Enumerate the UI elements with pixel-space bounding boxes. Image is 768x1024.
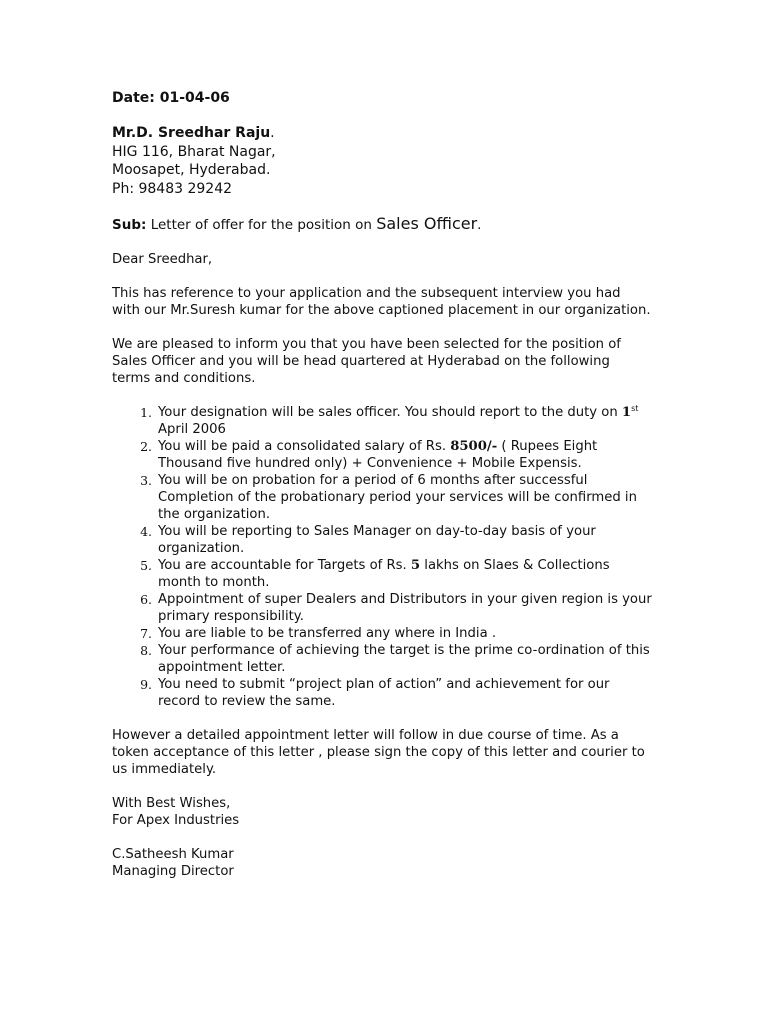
subject-line xyxy=(112,215,652,234)
term-number: 5. xyxy=(140,558,152,573)
subject-label: Sub: xyxy=(112,217,147,233)
term-item-5 xyxy=(112,557,652,591)
term-number: 1. xyxy=(140,405,152,420)
term-item-8 xyxy=(112,642,652,676)
term-text-end: lakhs on Slaes & Collections month to month. xyxy=(158,558,610,590)
term-item-2 xyxy=(112,438,652,472)
term-text: You will be paid a consolidated salary of Rs. xyxy=(158,439,451,454)
term-item-4 xyxy=(112,523,652,557)
term-number: 7. xyxy=(140,626,152,641)
term-superscript: st xyxy=(631,404,639,413)
term-bold-value: 1 xyxy=(621,405,632,420)
term-item-1 xyxy=(112,404,652,438)
recipient-address xyxy=(112,124,652,198)
paragraph-acceptance: However a detailed appointment letter will follow in due course of time. As a token acceptance of this letter , please sign the copy of this letter and courier to us immediately. xyxy=(112,728,645,777)
term-text: You will be on probation for a period of 6 months after successful Completion of the probationary period your services will be confirmed in the organization. xyxy=(158,473,637,522)
term-text: You are liable to be transferred any where in India . xyxy=(158,626,497,641)
term-number: 6. xyxy=(140,592,152,607)
subject-position: Sales Officer xyxy=(376,214,478,233)
term-number: 2. xyxy=(140,439,152,454)
closing-company: For Apex Industries xyxy=(112,813,240,828)
term-item-6 xyxy=(112,591,652,625)
subject-end: . xyxy=(477,217,482,233)
recipient-name: Mr.D. Sreedhar Raju xyxy=(112,125,271,141)
term-item-9 xyxy=(112,676,652,710)
closing-block xyxy=(112,795,652,880)
letter-date: Date: 01-04-06 xyxy=(112,90,230,106)
term-item-7 xyxy=(112,625,652,642)
term-text: Your designation will be sales officer. You should report to the duty on xyxy=(158,405,622,420)
recipient-phone: Ph: 98483 29242 xyxy=(112,180,233,197)
term-bold-value: 8500/- xyxy=(450,439,498,454)
term-text: Appointment of super Dealers and Distributors in your given region is your primary responsibility. xyxy=(158,592,652,624)
salutation: Dear Sreedhar, xyxy=(112,252,213,267)
recipient-name-period: . xyxy=(270,125,275,141)
signatory-title: Managing Director xyxy=(112,864,234,879)
address-line-2: Moosapet, Hyderabad. xyxy=(112,162,271,178)
paragraph-reference: This has reference to your application and the subsequent interview you had with our Mr.Suresh kumar for the above captioned placement in our organization. xyxy=(112,286,651,318)
terms-list xyxy=(112,404,652,710)
paragraph-selection: We are pleased to inform you that you have been selected for the position of Sales Officer and you will be head quartered at Hyderabad on the following terms and conditions. xyxy=(112,337,621,386)
term-bold-value: 5 xyxy=(410,558,421,573)
term-number: 9. xyxy=(140,677,152,692)
term-text: You need to submit “project plan of action” and achievement for our record to review the same. xyxy=(158,677,610,709)
letter-page xyxy=(112,90,652,880)
closing-wishes: With Best Wishes, xyxy=(112,796,231,811)
term-text-end: ( Rupees Eight Thousand five hundred only) + Convenience + Mobile Expensis. xyxy=(158,439,598,471)
term-item-3 xyxy=(112,472,652,523)
term-number: 3. xyxy=(140,473,152,488)
term-text: You will be reporting to Sales Manager on day-to-day basis of your organization. xyxy=(158,524,596,556)
term-number: 8. xyxy=(140,643,152,658)
term-text: You are accountable for Targets of Rs. xyxy=(158,558,411,573)
term-text-end: April 2006 xyxy=(158,422,226,437)
term-text: Your performance of achieving the target is the prime co-ordination of this appointment letter. xyxy=(158,643,650,675)
subject-text: Letter of offer for the position on xyxy=(146,217,377,233)
term-number: 4. xyxy=(140,524,152,539)
address-line-1: HIG 116, Bharat Nagar, xyxy=(112,143,276,160)
signatory-name: C.Satheesh Kumar xyxy=(112,847,234,862)
